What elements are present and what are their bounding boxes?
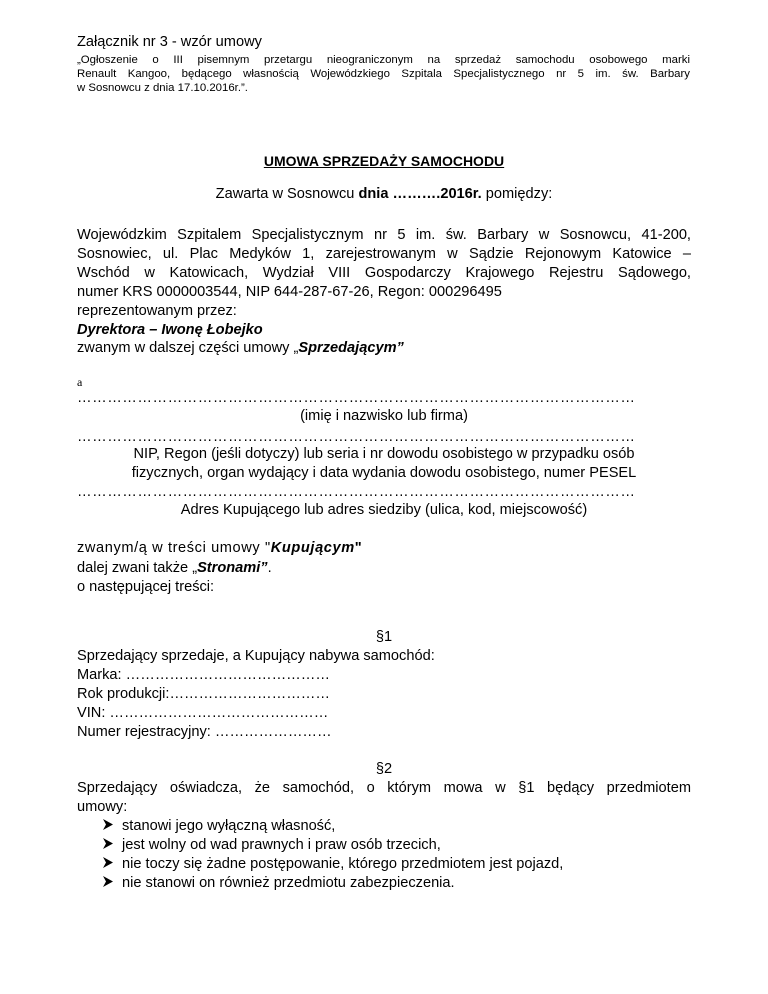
bullet-text: nie toczy się żadne postępowanie, którego przedmiotem jest pojazd, bbox=[122, 856, 564, 872]
contract-title: UMOWA SPRZEDAŻY SAMOCHODU bbox=[263, 153, 505, 169]
field-registration-number: Numer rejestracyjny: …………………… bbox=[77, 724, 332, 740]
buyer-address-dots: ………………………………………………………………………………………………… bbox=[77, 484, 636, 500]
arrowhead-bullet-icon bbox=[102, 818, 122, 834]
seller-called-name: Sprzedającym” bbox=[298, 340, 404, 356]
buyer-called-name: Kupującym bbox=[270, 540, 355, 556]
seller-called-pre: zwanym w dalszej części umowy „ bbox=[77, 340, 299, 356]
buyer-id-caption-line-2: fizycznych, organ wydający i data wydania dowodu osobistego, numer PESEL bbox=[131, 465, 637, 481]
concluded-date: dnia ……….2016r. bbox=[358, 186, 482, 202]
seller-line-4: numer KRS 0000003544, NIP 644-287-67-26, Regon: 000296495 bbox=[77, 284, 502, 300]
buyer-called bbox=[77, 540, 362, 556]
buyer-name-dots: ………………………………………………………………………………………………… bbox=[77, 390, 636, 406]
annex-notice-line-3: w Sosnowcu z dnia 17.10.2016r.”. bbox=[77, 82, 248, 94]
annex-heading: Załącznik nr 3 - wzór umowy bbox=[77, 34, 262, 50]
buyer-id-dots: ………………………………………………………………………………………………… bbox=[77, 429, 636, 445]
parties-line bbox=[77, 560, 272, 576]
field-production-year: Rok produkcji:…………………………… bbox=[77, 686, 330, 702]
contract-concluded bbox=[0, 186, 768, 202]
field-vin: VIN: ……………………………………… bbox=[77, 705, 329, 721]
bullet-item bbox=[102, 856, 563, 872]
arrowhead-bullet-icon bbox=[102, 856, 122, 872]
parties-post: . bbox=[267, 560, 272, 576]
buyer-called-pre: zwanym/ą w treści umowy " bbox=[77, 540, 271, 556]
buyer-name-caption: (imię i nazwisko lub firma) bbox=[300, 408, 468, 424]
section2-intro-line-1: Sprzedający oświadcza, że samochód, o którym mowa w §1 będący przedmiotem bbox=[77, 780, 691, 796]
buyer-called-post: " bbox=[354, 540, 363, 556]
bullet-text: stanowi jego wyłączną własność, bbox=[122, 818, 336, 834]
field-make: Marka: …………………………………… bbox=[77, 667, 330, 683]
arrowhead-bullet-icon bbox=[102, 837, 122, 853]
section2-intro-line-2: umowy: bbox=[77, 799, 128, 815]
buyer-id-caption-line-1: NIP, Regon (jeśli dotyczy) lub seria i nr dowodu osobistego w przypadku osób bbox=[133, 446, 635, 462]
seller-director: Dyrektora – Iwonę Łobejko bbox=[77, 322, 263, 338]
concluded-pre: Zawarta w Sosnowcu bbox=[215, 186, 359, 202]
parties-pre: dalej zwani także „ bbox=[77, 560, 198, 576]
bullet-text: jest wolny od wad prawnych i praw osób trzecich, bbox=[122, 837, 441, 853]
section1-heading: §1 bbox=[375, 629, 393, 645]
seller-called bbox=[77, 340, 404, 356]
buyer-address-caption: Adres Kupującego lub adres siedziby (ulica, kod, miejscowość) bbox=[180, 502, 588, 518]
bullet-item bbox=[102, 875, 455, 891]
seller-line-3: Wschód w Katowicach, Wydział VIII Gospodarczy Krajowego Rejestru Sądowego, bbox=[77, 265, 691, 281]
seller-line-2: Sosnowiec, ul. Plac Medyków 1, zarejestrowanym w Sądzie Rejonowym Katowice – bbox=[77, 246, 691, 262]
annex-notice-line-2: Renault Kangoo, będącego własnością Wojewódzkiego Szpitala Specjalistycznego nr 5 im. św. Barbary bbox=[77, 68, 690, 80]
bullet-item bbox=[102, 818, 335, 834]
concluded-post: pomiędzy: bbox=[481, 186, 553, 202]
parties-name: Stronami” bbox=[197, 560, 268, 576]
annex-notice-line-1: „Ogłoszenie o III pisemnym przetargu nieograniczonym na sprzedaż samochodu osobowego marki bbox=[77, 54, 690, 66]
seller-line-5: reprezentowanym przez: bbox=[77, 303, 237, 319]
seller-line-1: Wojewódzkim Szpitalem Specjalistycznym nr 5 im. św. Barbary w Sosnowcu, 41-200, bbox=[77, 227, 691, 243]
bullet-item bbox=[102, 837, 441, 853]
bullet-text: nie stanowi on również przedmiotu zabezpieczenia. bbox=[122, 875, 455, 891]
section2-heading: §2 bbox=[375, 761, 393, 777]
arrowhead-bullet-icon bbox=[102, 875, 122, 891]
section1-intro: Sprzedający sprzedaje, a Kupujący nabywa samochód: bbox=[77, 648, 435, 664]
content-intro: o następującej treści: bbox=[77, 579, 215, 595]
buyer-and: a bbox=[77, 375, 83, 389]
